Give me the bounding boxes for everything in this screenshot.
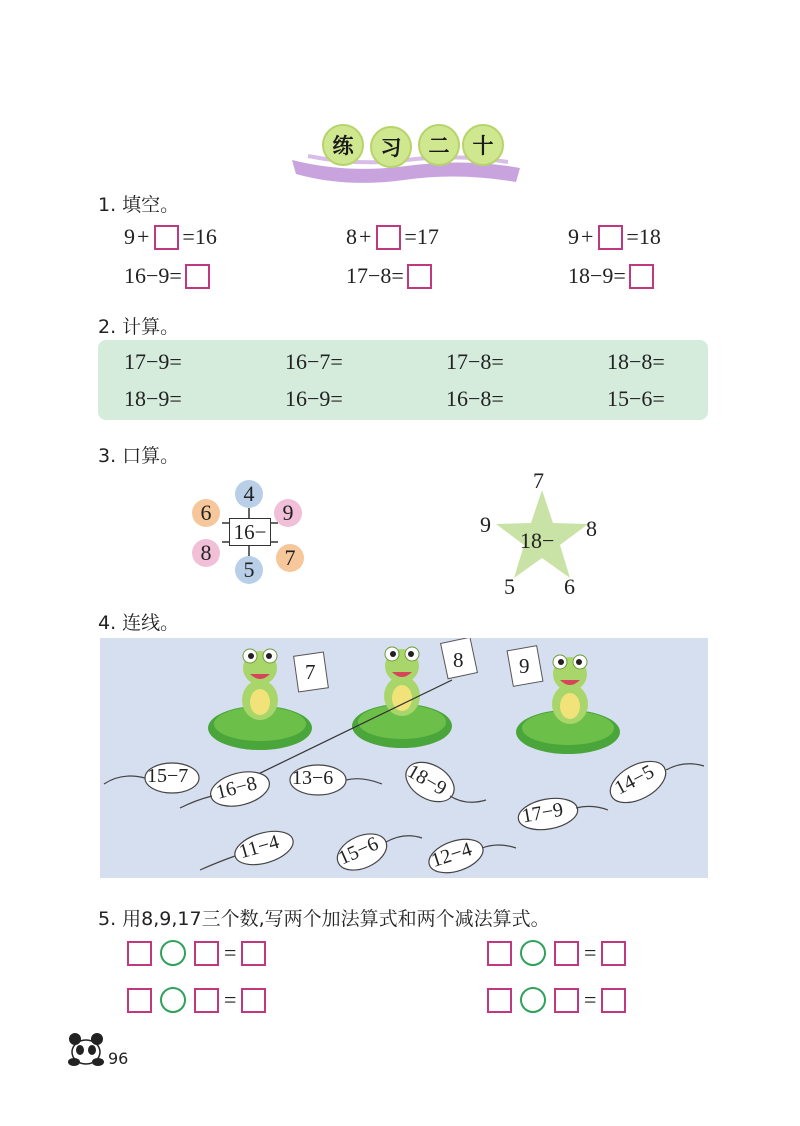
q5-addition-row-1 bbox=[124, 940, 269, 966]
number-box[interactable] bbox=[601, 941, 626, 966]
answer-box[interactable] bbox=[185, 264, 210, 289]
flower-diagram bbox=[190, 478, 310, 586]
frog-illustration bbox=[100, 638, 708, 878]
result: 16 bbox=[194, 224, 217, 249]
title-char-1: 练 bbox=[322, 124, 364, 166]
operator-circle[interactable] bbox=[160, 940, 186, 966]
operator-circle[interactable] bbox=[160, 987, 186, 1013]
frog-sign-number: 9 bbox=[519, 654, 530, 678]
number-box[interactable] bbox=[554, 988, 579, 1013]
frog-scene bbox=[100, 638, 708, 878]
operator: + bbox=[359, 224, 372, 249]
frog-sign-number: 7 bbox=[305, 660, 316, 684]
q1-eq-5 bbox=[346, 263, 435, 289]
number-box[interactable] bbox=[127, 988, 152, 1013]
petal: 7 bbox=[276, 544, 304, 572]
q5-addition-row-2 bbox=[124, 987, 269, 1013]
page-number: 96 bbox=[108, 1049, 129, 1068]
calc-item: 17−8= bbox=[446, 349, 504, 374]
equals: = bbox=[182, 224, 195, 249]
petal: 4 bbox=[235, 480, 263, 508]
star-center: 18− bbox=[520, 528, 555, 553]
q1-eq-1 bbox=[124, 224, 217, 250]
star-point: 7 bbox=[533, 468, 544, 493]
operator: + bbox=[581, 224, 594, 249]
operand: 9 bbox=[568, 224, 579, 249]
expression: 17−8= bbox=[346, 263, 404, 288]
number-box[interactable] bbox=[194, 988, 219, 1013]
number-box[interactable] bbox=[554, 941, 579, 966]
flower-center: 16− bbox=[229, 518, 271, 546]
panda-icon bbox=[66, 1030, 106, 1066]
tadpole-expression[interactable]: 18−9 bbox=[403, 760, 451, 800]
petal: 6 bbox=[192, 499, 220, 527]
tadpole-expression[interactable]: 14−5 bbox=[611, 760, 658, 800]
expression: 18−9= bbox=[568, 263, 626, 288]
result: 17 bbox=[416, 224, 439, 249]
tadpole-expression[interactable]: 15−7 bbox=[147, 765, 189, 787]
q5-subtraction-row-2 bbox=[484, 987, 629, 1013]
tadpole-expression[interactable]: 13−6 bbox=[292, 767, 334, 789]
operand: 9 bbox=[124, 224, 135, 249]
calc-item: 15−6= bbox=[607, 386, 665, 411]
q1-eq-3 bbox=[568, 224, 661, 250]
title-char-4: 十 bbox=[462, 124, 504, 166]
q5-subtraction-row-1 bbox=[484, 940, 629, 966]
number-box[interactable] bbox=[487, 988, 512, 1013]
equals: = bbox=[224, 940, 237, 965]
petal: 8 bbox=[192, 539, 220, 567]
q1-eq-4 bbox=[124, 263, 213, 289]
title-banner bbox=[288, 116, 524, 186]
q4-label: 4. 连线。 bbox=[98, 612, 180, 634]
operator-circle[interactable] bbox=[520, 987, 546, 1013]
star-point: 9 bbox=[480, 512, 491, 537]
number-box[interactable] bbox=[487, 941, 512, 966]
operator: + bbox=[137, 224, 150, 249]
tadpole-expression[interactable]: 11−4 bbox=[236, 830, 282, 864]
operand: 8 bbox=[346, 224, 357, 249]
number-box[interactable] bbox=[601, 988, 626, 1013]
title-char-3: 二 bbox=[418, 124, 460, 166]
calc-item: 16−7= bbox=[285, 349, 343, 374]
calc-item: 17−9= bbox=[124, 349, 182, 374]
q3-label: 3. 口算。 bbox=[98, 445, 180, 467]
calc-item: 16−9= bbox=[285, 386, 343, 411]
tadpole-expression[interactable]: 17−9 bbox=[520, 798, 565, 828]
number-box[interactable] bbox=[127, 941, 152, 966]
result: 18 bbox=[638, 224, 661, 249]
equals: = bbox=[404, 224, 417, 249]
petal: 5 bbox=[235, 556, 263, 584]
tadpole-expression[interactable]: 16−8 bbox=[213, 772, 260, 804]
number-box[interactable] bbox=[241, 941, 266, 966]
equals: = bbox=[224, 987, 237, 1012]
number-box[interactable] bbox=[194, 941, 219, 966]
calc-item: 18−9= bbox=[124, 386, 182, 411]
calc-item: 18−8= bbox=[607, 349, 665, 374]
answer-box[interactable] bbox=[629, 264, 654, 289]
calc-item: 16−8= bbox=[446, 386, 504, 411]
tadpole-expression[interactable]: 15−6 bbox=[335, 832, 382, 870]
answer-box[interactable] bbox=[376, 225, 401, 250]
q1-eq-6 bbox=[568, 263, 657, 289]
expression: 16−9= bbox=[124, 263, 182, 288]
q1-label: 1. 填空。 bbox=[98, 194, 180, 216]
operator-circle[interactable] bbox=[520, 940, 546, 966]
star-point: 8 bbox=[586, 516, 597, 541]
star-point: 6 bbox=[564, 574, 575, 599]
equals: = bbox=[584, 940, 597, 965]
petal: 9 bbox=[274, 499, 302, 527]
answer-box[interactable] bbox=[407, 264, 432, 289]
answer-box[interactable] bbox=[154, 225, 179, 250]
q2-label: 2. 计算。 bbox=[98, 316, 180, 338]
star-diagram bbox=[472, 468, 612, 602]
number-box[interactable] bbox=[241, 988, 266, 1013]
equals: = bbox=[584, 987, 597, 1012]
tadpole-expression[interactable]: 12−4 bbox=[428, 838, 475, 872]
frog-sign-number: 8 bbox=[453, 648, 464, 672]
q5-label: 5. 用8,9,17三个数,写两个加法算式和两个减法算式。 bbox=[98, 908, 550, 930]
equals: = bbox=[626, 224, 639, 249]
q1-eq-2 bbox=[346, 224, 439, 250]
star-point: 5 bbox=[504, 574, 515, 599]
answer-box[interactable] bbox=[598, 225, 623, 250]
title-char-2: 习 bbox=[370, 126, 412, 168]
